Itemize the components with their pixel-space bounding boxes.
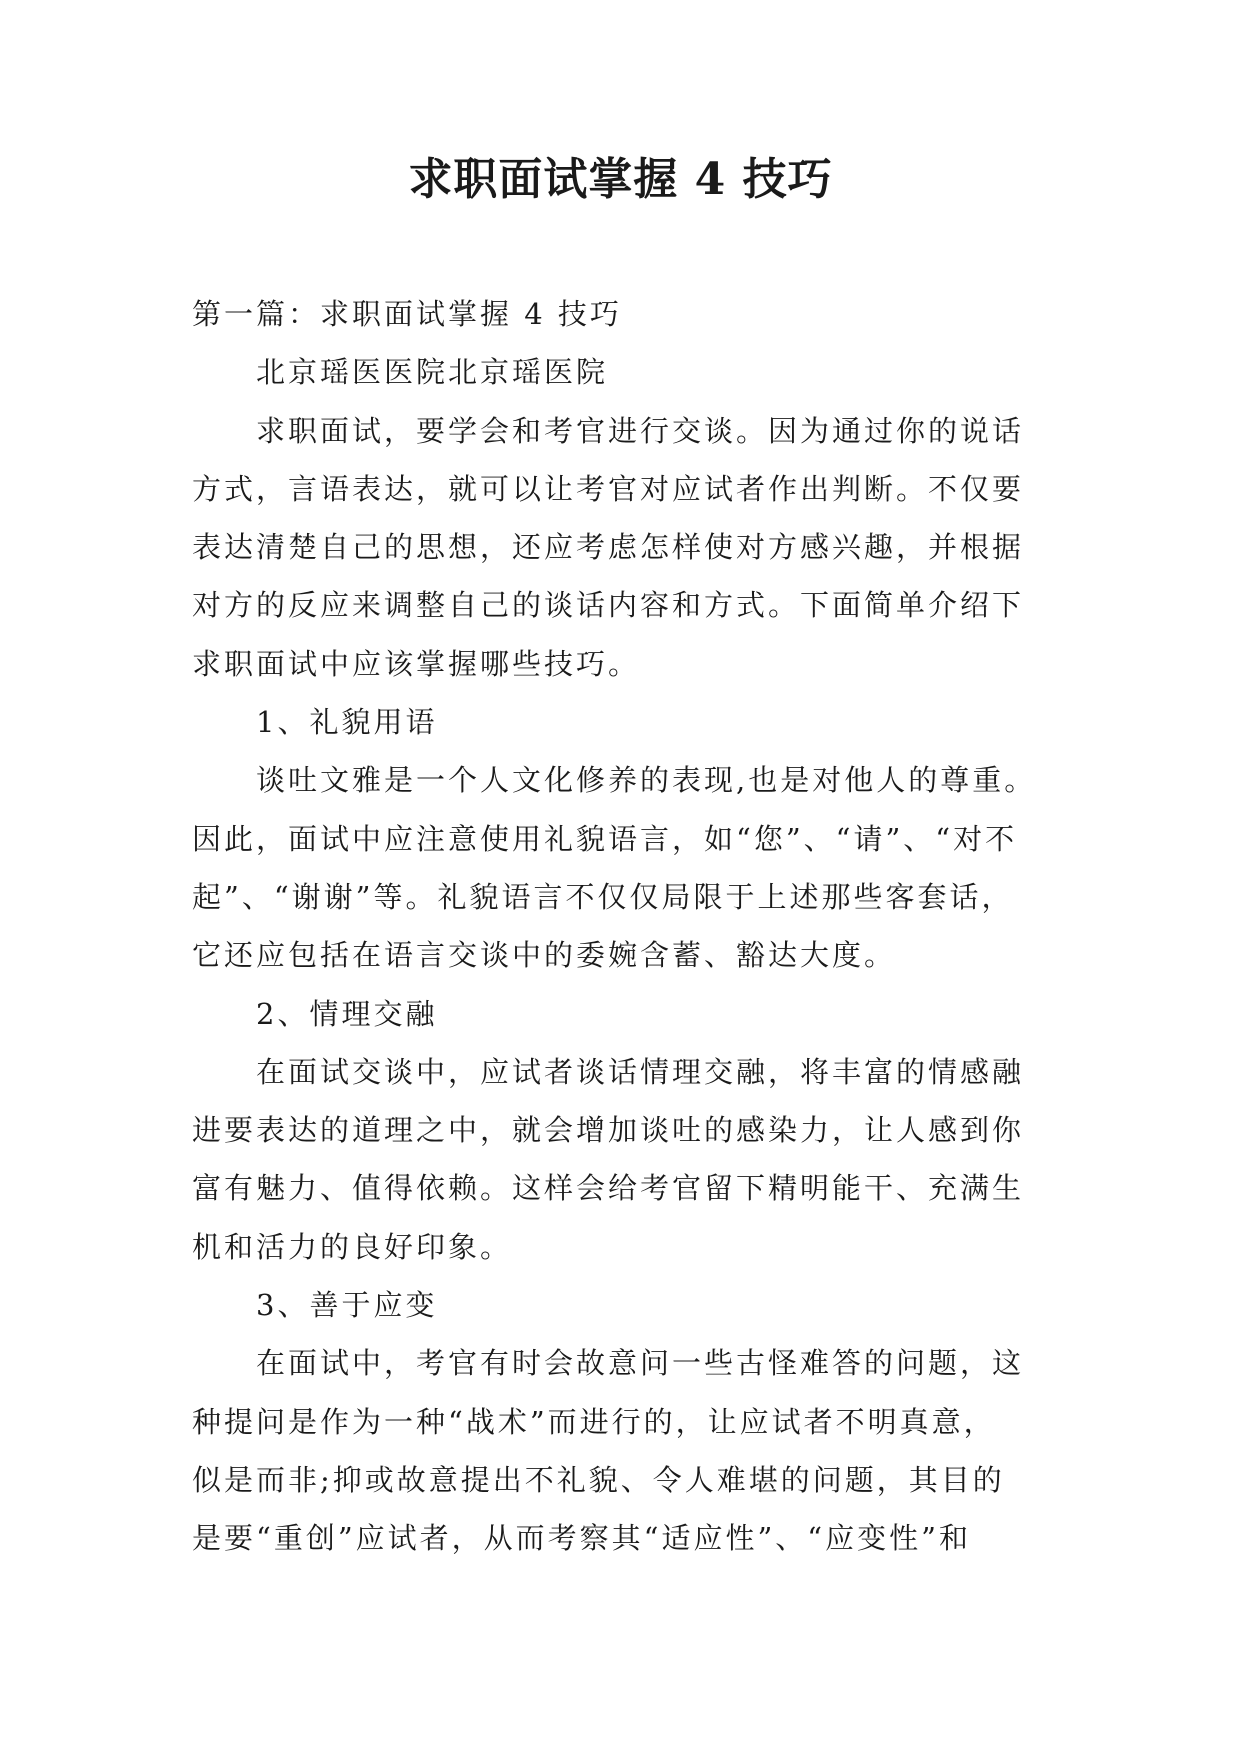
document-body xyxy=(192,285,1072,1568)
text-line: 似是而非;抑或故意提出不礼貌、令人难堪的问题，其目的 xyxy=(192,1462,1005,1497)
text-line: 是要“重创”应试者，从而考察其“适应性”、“应变性”和 xyxy=(192,1521,971,1556)
text-line: 起”、“谢谢”等。礼貌语言不仅仅局限于上述那些客套话， xyxy=(192,879,1014,914)
text-line: 在面试中，考官有时会故意问一些古怪难答的问题，这 xyxy=(256,1346,1025,1381)
text-line: 3、善于应变 xyxy=(256,1288,438,1323)
text-line: 求职面试中应该掌握哪些技巧。 xyxy=(192,646,641,681)
text-line: 第一篇：求职面试掌握 4 技巧 xyxy=(192,297,622,331)
text-line: 机和活力的良好印象。 xyxy=(192,1229,513,1264)
text-line: 2、情理交融 xyxy=(256,996,438,1031)
text-line: 种提问是作为一种“战术”而进行的，让应试者不明真意， xyxy=(192,1404,996,1439)
text-line: 对方的反应来调整自己的谈话内容和方式。下面简单介绍下 xyxy=(192,588,1025,623)
text-line: 在面试交谈中，应试者谈话情理交融，将丰富的情感融 xyxy=(256,1054,1025,1089)
text-line: 求职面试，要学会和考官进行交谈。因为通过你的说话 xyxy=(256,413,1025,448)
text-line: 方式，言语表达，就可以让考官对应试者作出判断。不仅要 xyxy=(192,471,1025,506)
text-line: 1、礼貌用语 xyxy=(256,705,438,740)
text-line: 北京瑶医医院北京瑶医院 xyxy=(256,355,609,390)
text-line: 它还应包括在语言交谈中的委婉含蓄、豁达大度。 xyxy=(192,938,897,973)
text-line: 谈吐文雅是一个人文化修养的表现,也是对他人的尊重。 xyxy=(256,763,1037,798)
document-title: 求职面试掌握 4 技巧 xyxy=(408,154,833,205)
text-line: 富有魅力、值得依赖。这样会给考官留下精明能干、充满生 xyxy=(192,1171,1025,1206)
text-line: 表达清楚自己的思想，还应考虑怎样使对方感兴趣，并根据 xyxy=(192,530,1025,565)
text-line: 因此，面试中应注意使用礼貌语言，如“您”、“请”、“对不 xyxy=(192,821,1018,856)
text-line: 进要表达的道理之中，就会增加谈吐的感染力，让人感到你 xyxy=(192,1113,1025,1148)
